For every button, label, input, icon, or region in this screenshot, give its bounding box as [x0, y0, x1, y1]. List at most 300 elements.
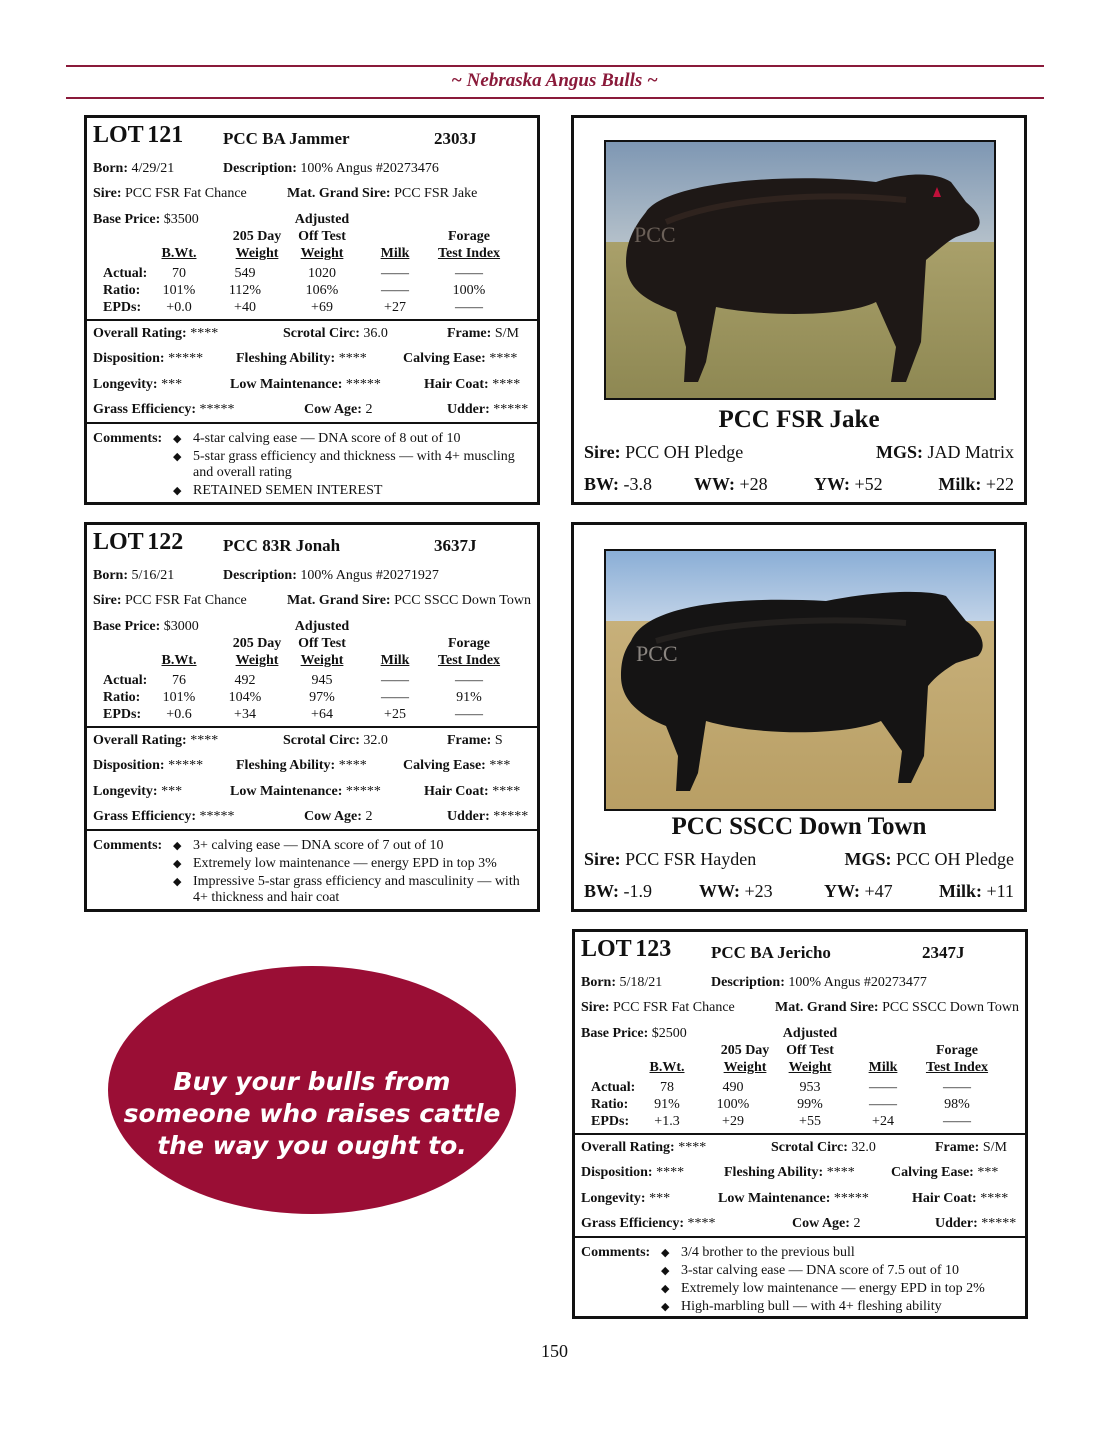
comment-text: 3/4 brother to the previous bull	[681, 1245, 855, 1260]
mgs-value: JAD Matrix	[927, 442, 1014, 462]
frame-score	[935, 1140, 1007, 1156]
comments-label: Comments:	[93, 431, 163, 446]
ww-label: WW:	[699, 881, 741, 901]
born-line	[581, 975, 662, 991]
base-price-line	[93, 619, 199, 635]
calving-value: ****	[489, 351, 518, 366]
mgs-value: PCC SSCC Down Town	[394, 593, 531, 608]
grass-label: Grass Efficiency:	[581, 1216, 685, 1231]
scrotal-value: 32.0	[851, 1140, 876, 1155]
col-head-weight-205: Weight	[235, 246, 279, 261]
col-head-test-index: Test Index	[925, 1060, 989, 1075]
comment-item	[173, 838, 529, 854]
sire-name: PCC SSCC Down Town	[671, 813, 927, 840]
comment-text: 3+ calving ease — DNA score of 7 out of 10	[193, 838, 444, 853]
fleshing-rating	[236, 351, 367, 367]
hair-coat-rating	[912, 1191, 1008, 1207]
lowmaint-label: Low Maintenance:	[718, 1191, 831, 1206]
lowmaint-label: Low Maintenance:	[230, 784, 343, 799]
perf-row-label: Actual:	[591, 1080, 636, 1095]
scrotal-value: 36.0	[363, 326, 388, 341]
fleshing-label: Fleshing Ability:	[724, 1165, 824, 1180]
col-head-205day: 205 Day	[232, 636, 282, 651]
milk-value: +11	[986, 881, 1014, 901]
longevity-value: ***	[161, 784, 183, 799]
bw-label: BW:	[584, 881, 620, 901]
cowage-label: Cow Age:	[792, 1216, 850, 1231]
mgs-label: MGS:	[844, 849, 892, 869]
col-head-weight-offtest: Weight	[300, 246, 344, 261]
perf-offtest-weight: 953	[799, 1080, 821, 1095]
col-head-205day: 205 Day	[232, 229, 282, 244]
bull-photo	[604, 140, 996, 400]
mgs-label: Mat. Grand Sire:	[287, 593, 391, 608]
udder-rating	[447, 402, 528, 418]
col-head-bwt: B.Wt.	[161, 246, 197, 261]
perf-milk: +27	[384, 300, 406, 315]
udder-label: Udder:	[935, 1216, 978, 1231]
perf-row-label: Ratio:	[103, 283, 141, 298]
diamond-bullet-icon: ◆	[661, 1301, 670, 1313]
disposition-rating	[93, 758, 203, 774]
col-head-adjusted: Adjusted	[294, 619, 350, 634]
sire-label: Sire:	[93, 186, 122, 201]
comment-text: 5-star grass efficiency and thickness — with 4+ muscling and overall rating	[193, 449, 515, 480]
comment-text: High-marbling bull — with 4+ fleshing ability	[681, 1299, 942, 1314]
yw-label: YW:	[814, 474, 850, 494]
sire-pedigree-line	[584, 442, 743, 463]
col-head-milk: Milk	[868, 1060, 898, 1075]
description-line	[223, 161, 439, 177]
col-head-offtest: Off Test	[298, 636, 346, 651]
header-bottom-rule	[66, 97, 1044, 99]
photo-brand-text: PCC	[634, 222, 676, 247]
disposition-rating	[581, 1165, 684, 1181]
milk-value: +22	[985, 474, 1014, 494]
perf-205-weight: +34	[234, 707, 256, 722]
perf-bwt: +0.6	[166, 707, 192, 722]
page-number: 150	[541, 1341, 568, 1361]
born-label: Born:	[93, 568, 128, 583]
perf-offtest-weight: 945	[311, 673, 333, 688]
sire-pedigree-line	[584, 849, 756, 870]
perf-bwt: +0.0	[166, 300, 192, 315]
lot-card-122	[84, 522, 540, 912]
perf-205-weight: 104%	[228, 690, 262, 705]
udder-value: *****	[981, 1216, 1017, 1231]
sire-card-pcc-fsr-jake	[571, 115, 1027, 505]
description-label: Description:	[223, 161, 297, 176]
perf-bwt: 101%	[162, 283, 196, 298]
perf-205-weight: 100%	[716, 1097, 750, 1112]
perf-bwt: 76	[172, 673, 186, 688]
mgs-label: Mat. Grand Sire:	[287, 186, 391, 201]
comment-item	[173, 431, 529, 447]
scrotal-circ	[283, 326, 388, 342]
perf-offtest-weight: +55	[799, 1114, 821, 1129]
diamond-bullet-icon: ◆	[173, 858, 182, 870]
section-divider	[575, 1236, 1025, 1238]
diamond-bullet-icon: ◆	[173, 485, 182, 497]
grass-value: *****	[199, 402, 235, 417]
col-head-test-index: Test Index	[437, 653, 501, 668]
ww-label: WW:	[694, 474, 736, 494]
diamond-bullet-icon: ◆	[173, 876, 182, 888]
slogan-line-2: someone who raises cattle	[123, 1099, 501, 1128]
description-value: 100% Angus #20273477	[788, 975, 927, 990]
section-divider	[87, 422, 537, 424]
bull-name: PCC 83R Jonah	[223, 536, 341, 555]
overall-value: ****	[190, 733, 219, 748]
udder-label: Udder:	[447, 809, 490, 824]
sire-label: Sire:	[584, 849, 621, 869]
scrotal-label: Scrotal Circ:	[283, 733, 360, 748]
low-maintenance-rating	[230, 377, 381, 393]
disposition-value: *****	[168, 351, 204, 366]
page-header-title: ~ Nebraska Angus Bulls ~	[451, 70, 658, 91]
yw-epd	[814, 474, 883, 495]
yw-label: YW:	[824, 881, 860, 901]
fleshing-value: ****	[338, 351, 367, 366]
diamond-bullet-icon: ◆	[173, 433, 182, 445]
cow-age	[304, 402, 372, 418]
born-value: 5/18/21	[619, 975, 663, 990]
comments-label: Comments:	[581, 1245, 651, 1260]
cow-age	[792, 1216, 860, 1232]
description-label: Description:	[711, 975, 785, 990]
lowmaint-value: *****	[345, 784, 381, 799]
perf-offtest-weight: 99%	[797, 1097, 823, 1112]
disposition-value: *****	[168, 758, 204, 773]
col-head-bwt: B.Wt.	[161, 653, 197, 668]
diamond-bullet-icon: ◆	[173, 451, 182, 463]
calving-label: Calving Ease:	[403, 351, 486, 366]
cowage-value: 2	[365, 809, 373, 824]
sire-value: PCC FSR Fat Chance	[125, 593, 247, 608]
comment-item	[661, 1299, 1017, 1315]
perf-bwt: 91%	[654, 1097, 680, 1112]
perf-milk: ——	[869, 1080, 897, 1095]
lot-title-row	[93, 529, 183, 556]
ww-epd	[699, 881, 773, 902]
bull-tag: 3637J	[434, 536, 477, 555]
perf-205-weight: +29	[722, 1114, 744, 1129]
sire-line	[581, 1000, 735, 1016]
haircoat-label: Hair Coat:	[912, 1191, 977, 1206]
overall-label: Overall Rating:	[93, 326, 187, 341]
description-value: 100% Angus #20273476	[300, 161, 439, 176]
col-head-205day: 205 Day	[720, 1043, 770, 1058]
comment-text: Extremely low maintenance — energy EPD in top 2%	[681, 1281, 985, 1296]
slogan-line-1: Buy your bulls from	[173, 1067, 451, 1096]
ww-value: +28	[739, 474, 768, 494]
base-price-label: Base Price:	[581, 1026, 649, 1041]
perf-205-weight: +40	[234, 300, 256, 315]
calving-label: Calving Ease:	[403, 758, 486, 773]
perf-milk: ——	[381, 283, 409, 298]
lot-card-121	[84, 115, 540, 505]
ww-epd	[694, 474, 768, 495]
bull-photo-illustration	[606, 551, 996, 811]
fleshing-rating	[724, 1165, 855, 1181]
disposition-label: Disposition:	[581, 1165, 653, 1180]
grass-value: ****	[687, 1216, 716, 1231]
perf-milk: ——	[381, 690, 409, 705]
col-head-offtest: Off Test	[786, 1043, 834, 1058]
diamond-bullet-icon: ◆	[661, 1283, 670, 1295]
grass-efficiency-rating	[93, 809, 235, 825]
lot-prefix: LOT	[93, 529, 144, 555]
grass-efficiency-rating	[581, 1216, 716, 1232]
scrotal-circ	[283, 733, 388, 749]
born-line	[93, 568, 174, 584]
perf-test-index: ——	[455, 707, 483, 722]
comment-item	[173, 874, 529, 906]
lot-prefix: LOT	[93, 122, 144, 148]
lot-number: 123	[635, 936, 672, 962]
frame-score	[447, 326, 519, 342]
cowage-label: Cow Age:	[304, 402, 362, 417]
comments-label: Comments:	[93, 838, 163, 853]
udder-rating	[935, 1216, 1016, 1232]
udder-value: *****	[493, 809, 529, 824]
frame-label: Frame:	[935, 1140, 980, 1155]
fleshing-rating	[236, 758, 367, 774]
comment-item	[173, 483, 529, 499]
born-line	[93, 161, 174, 177]
perf-205-weight: 490	[722, 1080, 744, 1095]
perf-milk: ——	[381, 266, 409, 281]
cowage-value: 2	[853, 1216, 861, 1231]
low-maintenance-rating	[230, 784, 381, 800]
perf-offtest-weight: 1020	[308, 266, 336, 281]
cowage-label: Cow Age:	[304, 809, 362, 824]
photo-brand-text: PCC	[636, 641, 678, 666]
sire-line	[93, 593, 247, 609]
comments-list	[173, 431, 529, 501]
grass-efficiency-rating	[93, 402, 235, 418]
udder-label: Udder:	[447, 402, 490, 417]
comment-item	[661, 1263, 1017, 1279]
perf-row-label: Actual:	[103, 266, 148, 281]
bull-tag: 2347J	[922, 943, 965, 962]
bull-photo	[604, 549, 996, 811]
longevity-label: Longevity:	[93, 377, 158, 392]
longevity-label: Longevity:	[581, 1191, 646, 1206]
base-price-label: Base Price:	[93, 619, 161, 634]
overall-rating	[581, 1140, 706, 1156]
perf-test-index: ——	[943, 1080, 971, 1095]
mgs-value: PCC SSCC Down Town	[882, 1000, 1019, 1015]
longevity-rating	[581, 1191, 670, 1207]
milk-epd	[938, 474, 1014, 495]
perf-205-weight: 112%	[228, 283, 262, 298]
perf-row-label: Actual:	[103, 673, 148, 688]
mgs-line	[287, 186, 477, 202]
perf-offtest-weight: 106%	[305, 283, 339, 298]
comment-text: RETAINED SEMEN INTEREST	[193, 483, 383, 498]
haircoat-value: ****	[492, 784, 521, 799]
description-line	[223, 568, 439, 584]
base-price-label: Base Price:	[93, 212, 161, 227]
milk-label: Milk:	[938, 474, 982, 494]
bull-tag: 2303J	[434, 129, 477, 148]
lowmaint-value: *****	[345, 377, 381, 392]
grass-value: *****	[199, 809, 235, 824]
sire-name: PCC FSR Jake	[718, 406, 880, 433]
lot-title-row	[581, 936, 671, 963]
fleshing-value: ****	[826, 1165, 855, 1180]
cow-age	[304, 809, 372, 825]
diamond-bullet-icon: ◆	[173, 840, 182, 852]
perf-milk: +25	[384, 707, 406, 722]
comment-text: Impressive 5-star grass efficiency and masculinity — with 4+ thickness and hair coat	[193, 874, 520, 905]
perf-test-index: ——	[943, 1114, 971, 1129]
fleshing-label: Fleshing Ability:	[236, 351, 336, 366]
perf-milk: ——	[381, 673, 409, 688]
col-head-weight-offtest: Weight	[788, 1060, 832, 1075]
sire-value: PCC FSR Hayden	[625, 849, 757, 869]
sire-label: Sire:	[581, 1000, 610, 1015]
perf-test-index: ——	[455, 673, 483, 688]
lowmaint-label: Low Maintenance:	[230, 377, 343, 392]
bull-name: PCC BA Jericho	[711, 943, 831, 962]
section-divider	[575, 1133, 1025, 1135]
bw-value: -1.9	[623, 881, 653, 901]
calving-value: ***	[489, 758, 511, 773]
bw-value: -3.8	[623, 474, 653, 494]
col-head-weight-offtest: Weight	[300, 653, 344, 668]
bw-epd	[584, 474, 652, 495]
born-label: Born:	[93, 161, 128, 176]
comments-list	[661, 1245, 1017, 1317]
perf-bwt: 78	[660, 1080, 674, 1095]
low-maintenance-rating	[718, 1191, 869, 1207]
frame-label: Frame:	[447, 326, 492, 341]
disposition-rating	[93, 351, 203, 367]
lot-card-123	[572, 929, 1028, 1319]
frame-score	[447, 733, 503, 749]
col-head-adjusted: Adjusted	[294, 212, 350, 227]
section-divider	[87, 319, 537, 321]
bw-epd	[584, 881, 652, 902]
comments-list	[173, 838, 529, 908]
lowmaint-value: *****	[833, 1191, 869, 1206]
col-head-weight-205: Weight	[235, 653, 279, 668]
yw-epd	[824, 881, 893, 902]
perf-row-label: EPDs:	[591, 1114, 630, 1129]
yw-value: +47	[864, 881, 893, 901]
comment-text: Extremely low maintenance — energy EPD in top 3%	[193, 856, 497, 871]
col-head-bwt: B.Wt.	[649, 1060, 685, 1075]
slogan-oval	[108, 966, 516, 1214]
lot-title-row	[93, 122, 183, 149]
bull-name: PCC BA Jammer	[223, 129, 350, 148]
base-price-value: $3500	[163, 212, 199, 227]
longevity-rating	[93, 784, 182, 800]
overall-label: Overall Rating:	[581, 1140, 675, 1155]
scrotal-label: Scrotal Circ:	[283, 326, 360, 341]
perf-row-label: Ratio:	[103, 690, 141, 705]
fleshing-value: ****	[338, 758, 367, 773]
born-value: 5/16/21	[131, 568, 175, 583]
frame-value: S	[494, 733, 503, 748]
perf-test-index: 91%	[456, 690, 482, 705]
sire-label: Sire:	[93, 593, 122, 608]
born-value: 4/29/21	[131, 161, 175, 176]
haircoat-label: Hair Coat:	[424, 377, 489, 392]
born-label: Born:	[581, 975, 616, 990]
base-price-value: $2500	[651, 1026, 687, 1041]
perf-offtest-weight: +69	[311, 300, 333, 315]
perf-test-index: 100%	[452, 283, 486, 298]
base-price-line	[93, 212, 199, 228]
disposition-label: Disposition:	[93, 758, 165, 773]
scrotal-value: 32.0	[363, 733, 388, 748]
hair-coat-rating	[424, 784, 520, 800]
description-value: 100% Angus #20271927	[300, 568, 439, 583]
sire-value: PCC FSR Fat Chance	[613, 1000, 735, 1015]
comment-item	[173, 856, 529, 872]
sire-label: Sire:	[584, 442, 621, 462]
scrotal-circ	[771, 1140, 876, 1156]
perf-test-index: ——	[455, 300, 483, 315]
calving-ease-rating	[403, 351, 517, 367]
perf-205-weight: 549	[234, 266, 256, 281]
overall-value: ****	[190, 326, 219, 341]
frame-value: S/M	[982, 1140, 1007, 1155]
bw-label: BW:	[584, 474, 620, 494]
mgs-line	[876, 442, 1014, 463]
comment-item	[661, 1245, 1017, 1261]
ww-value: +23	[744, 881, 773, 901]
description-line	[711, 975, 927, 991]
overall-label: Overall Rating:	[93, 733, 187, 748]
section-divider	[87, 829, 537, 831]
fleshing-label: Fleshing Ability:	[236, 758, 336, 773]
perf-test-index: 98%	[944, 1097, 970, 1112]
milk-label: Milk:	[939, 881, 983, 901]
haircoat-value: ****	[492, 377, 521, 392]
perf-row-label: Ratio:	[591, 1097, 629, 1112]
diamond-bullet-icon: ◆	[661, 1247, 670, 1259]
perf-offtest-weight: +64	[311, 707, 333, 722]
perf-205-weight: 492	[234, 673, 256, 688]
perf-milk: ——	[869, 1097, 897, 1112]
haircoat-label: Hair Coat:	[424, 784, 489, 799]
lot-prefix: LOT	[581, 936, 632, 962]
frame-label: Frame:	[447, 733, 492, 748]
sire-value: PCC OH Pledge	[625, 442, 744, 462]
col-head-offtest: Off Test	[298, 229, 346, 244]
haircoat-value: ****	[980, 1191, 1009, 1206]
comment-text: 4-star calving ease — DNA score of 8 out of 10	[193, 431, 461, 446]
col-head-forage: Forage	[448, 229, 490, 244]
col-head-milk: Milk	[380, 653, 410, 668]
perf-test-index: ——	[455, 266, 483, 281]
overall-rating	[93, 326, 218, 342]
col-head-forage: Forage	[936, 1043, 978, 1058]
col-head-test-index: Test Index	[437, 246, 501, 261]
grass-label: Grass Efficiency:	[93, 402, 197, 417]
disposition-value: ****	[656, 1165, 685, 1180]
section-divider	[87, 726, 537, 728]
yw-value: +52	[854, 474, 883, 494]
calving-value: ***	[977, 1165, 999, 1180]
overall-value: ****	[678, 1140, 707, 1155]
perf-row-label: EPDs:	[103, 707, 142, 722]
mgs-value: PCC FSR Jake	[394, 186, 478, 201]
